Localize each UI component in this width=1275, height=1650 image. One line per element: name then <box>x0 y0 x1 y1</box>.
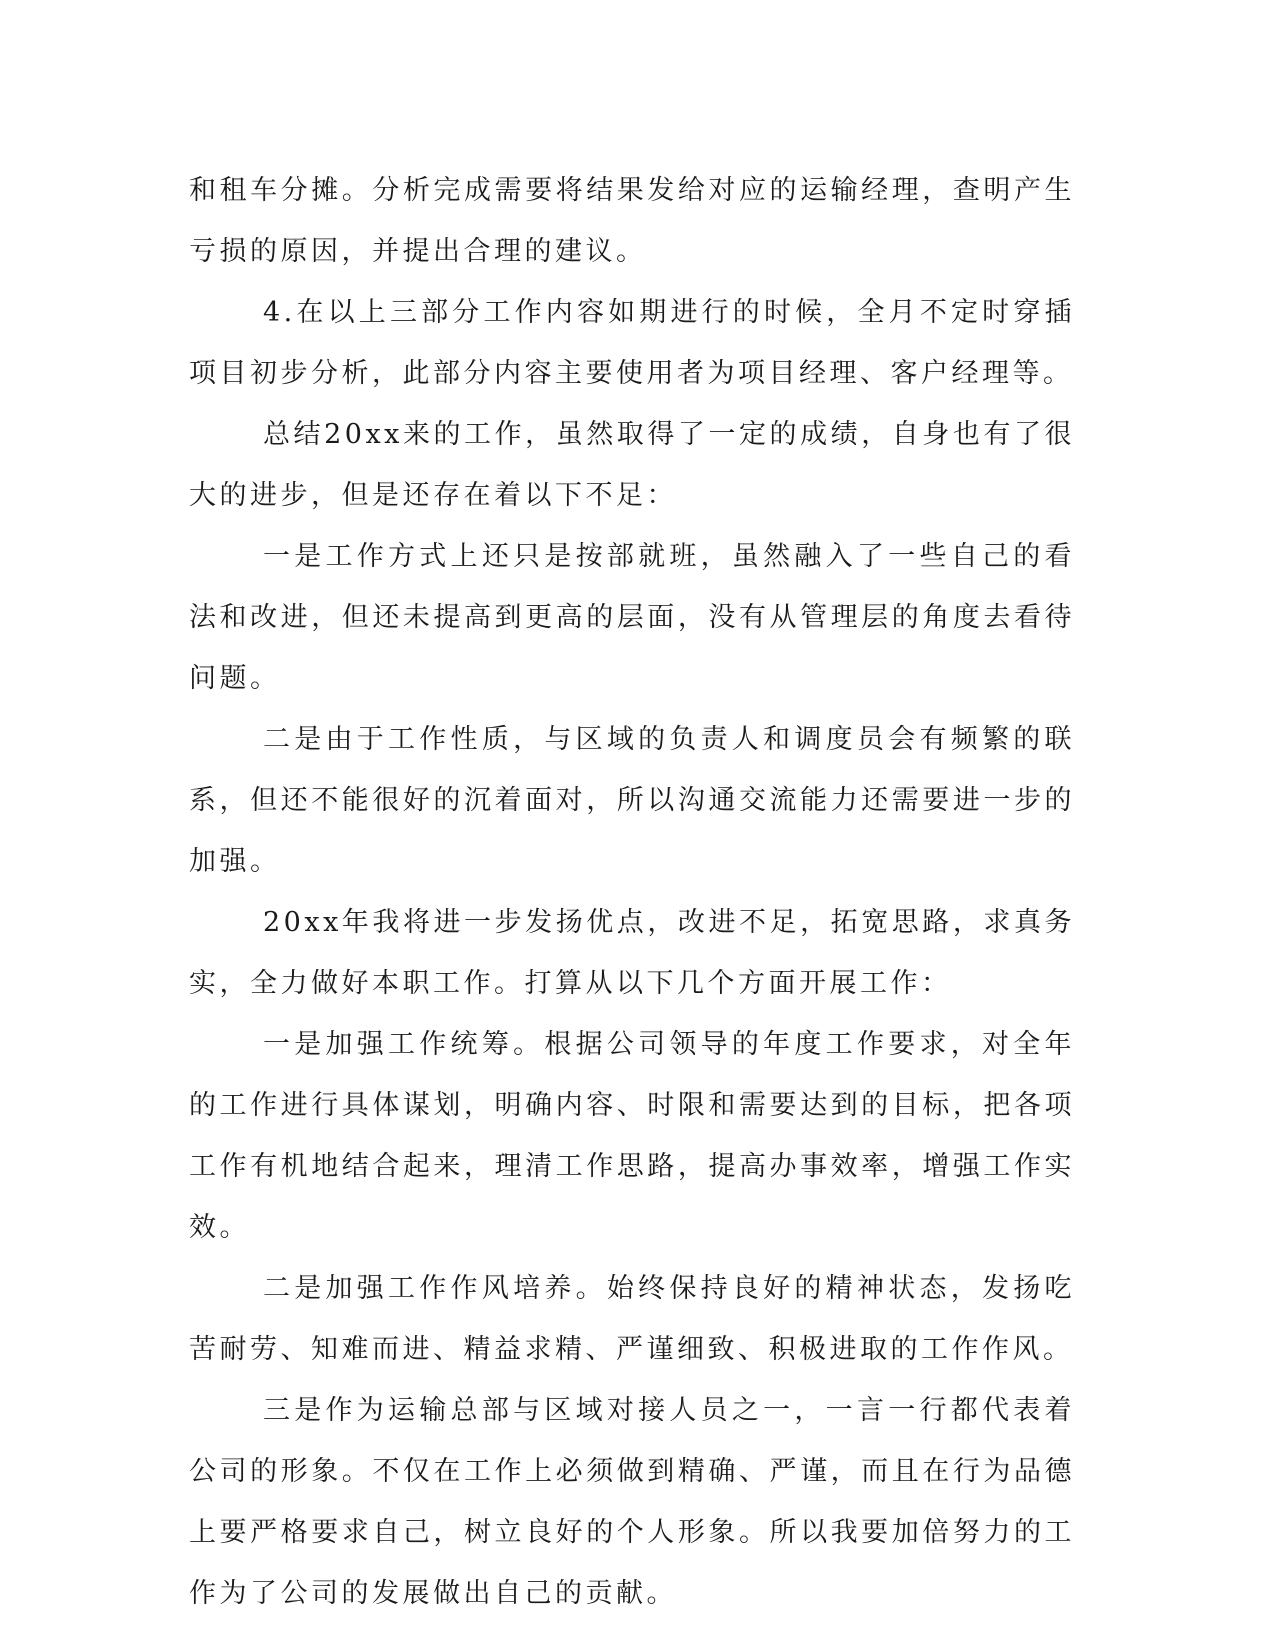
paragraph-plan-1: 一是加强工作统筹。根据公司领导的年度工作要求，对全年的工作进行具体谋划，明确内容、时限和需要达到的目标，把各项工作有机地结合起来，理清工作思路，提高办事效率，增强工作实效。 <box>189 1029 1075 1243</box>
paragraph-plan-intro: 20xx年我将进一步发扬优点，改进不足，拓宽思路，求真务实，全力做好本职工作。打算从以下几个方面开展工作： <box>189 907 1075 999</box>
paragraph-plan-3: 三是作为运输总部与区域对接人员之一，一言一行都代表着公司的形象。不仅在工作上必须做到精确、严谨，而且在行为品德上要严格要求自己，树立良好的个人形象。所以我要加倍努力的工作为了公司的发展做出自己的贡献。 <box>189 1395 1075 1609</box>
paragraph-plan-2: 二是加强工作作风培养。始终保持良好的精神状态，发扬吃苦耐劳、知难而进、精益求精、严谨细致、积极进取的工作作风。 <box>189 1273 1075 1365</box>
paragraph-summary: 总结20xx来的工作，虽然取得了一定的成绩，自身也有了很大的进步，但是还存在着以下不足： <box>189 419 1075 511</box>
paragraph-item-4: 4.在以上三部分工作内容如期进行的时候，全月不定时穿插项目初步分析，此部分内容主要使用者为项目经理、客户经理等。 <box>189 297 1075 389</box>
paragraph-shortcoming-1: 一是工作方式上还只是按部就班，虽然融入了一些自己的看法和改进，但还未提高到更高的层面，没有从管理层的角度去看待问题。 <box>189 541 1075 694</box>
paragraph-shortcoming-2: 二是由于工作性质，与区域的负责人和调度员会有频繁的联系，但还不能很好的沉着面对，所以沟通交流能力还需要进一步的加强。 <box>189 724 1075 877</box>
document-body <box>189 160 1075 1624</box>
paragraph-continued: 和租车分摊。分析完成需要将结果发给对应的运输经理，查明产生亏损的原因，并提出合理的建议。 <box>189 175 1075 267</box>
